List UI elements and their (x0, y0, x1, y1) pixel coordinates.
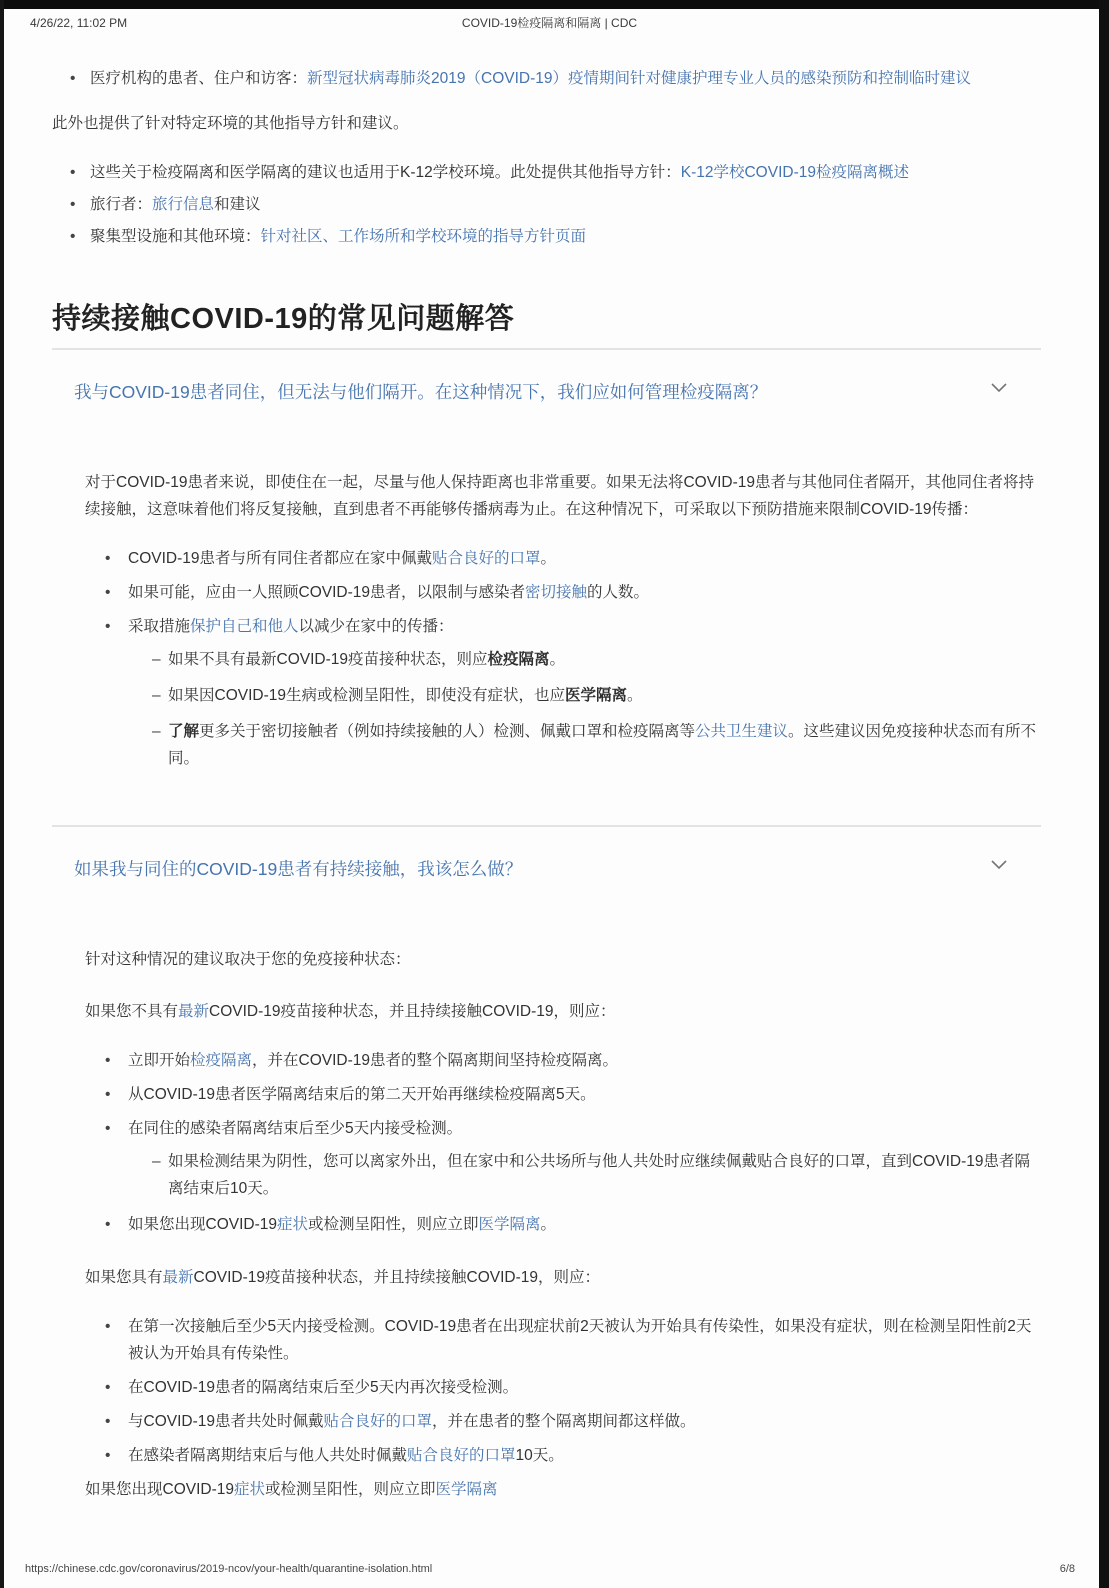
list-item (168, 1148, 1041, 1202)
text-segment: 在第一次接触后至少5天内接受检测。COVID-19患者在出现症状前2天被认为开始具有传染性，如果没有症状，则在检测呈阳性前2天被认为开始具有传染性。 (128, 1318, 1032, 1362)
other-settings-paragraph: 此外也提供了针对特定环境的其他指导方针和建议。 (52, 115, 409, 132)
text-segment: 如果不具有最新COVID-19疫苗接种状态，则应 (168, 651, 488, 668)
page-content (0, 65, 1109, 1547)
text-segment: 医疗机构的患者、住户和访客： (90, 70, 308, 87)
list-item (90, 65, 1041, 92)
faq2-list-uptodate (85, 1313, 1041, 1469)
text-segment: 立即开始 (128, 1052, 191, 1069)
text-segment: 在同住的感染者隔离结束后至少5天内接受检测。 (128, 1120, 463, 1137)
faq-item-1 (52, 348, 1041, 825)
text-segment: 聚集型设施和其他环境： (90, 228, 261, 245)
list-item (128, 1211, 1041, 1238)
list-item (90, 159, 1041, 186)
list-item (128, 1313, 1041, 1367)
inline-link[interactable]: 症状 (234, 1481, 266, 1498)
text-segment: 。 (540, 550, 557, 567)
list-item (128, 1408, 1041, 1435)
text-segment: 这些关于检疫隔离和医学隔离的建议也适用于K-12学校环境。此处提供其他指导方针： (90, 164, 681, 181)
print-url: https://chinese.cdc.gov/coronavirus/2019-ncov/your-health/quarantine-isolation.html (25, 1563, 433, 1575)
text-segment: 如果您出现COVID-19 (128, 1216, 277, 1233)
text-segment: 从COVID-19患者医学隔离结束后的第二天开始再继续检疫隔离5天。 (128, 1086, 596, 1103)
print-page-number: 6/8 (1059, 1563, 1075, 1575)
inline-link[interactable]: 新型冠状病毒肺炎2019（COVID-19）疫情期间针对健康护理专业人员的感染预防和控制临时建议 (307, 70, 971, 87)
text-segment: 10天。 (515, 1447, 564, 1464)
text-segment: 如果可能，应由一人照顾COVID-19患者，以限制与感染者 (128, 584, 525, 601)
chevron-down-icon (987, 852, 1011, 885)
list-item (168, 718, 1041, 772)
faq1-question: 我与COVID-19患者同住，但无法与他们隔开。在这种情况下，我们应如何管理检疫隔离？ (74, 381, 768, 402)
faq1-sub-list (128, 646, 1041, 772)
faq2-answer (52, 910, 1041, 1547)
print-timestamp: 4/26/22, 11:02 PM (30, 15, 128, 30)
inline-link[interactable]: 贴合良好的口罩 (432, 550, 541, 567)
faq1-answer (52, 433, 1041, 825)
list-item (168, 646, 1041, 673)
faq2-status-paragraph: 针对这种情况的建议取决于您的免疫接种状态： (85, 951, 411, 968)
text-segment: 更多关于密切接触者（例如持续接触的人）检测、佩戴口罩和检疫隔离等 (199, 723, 696, 740)
text-segment: 。 (627, 687, 643, 704)
text-segment: 的人数。 (587, 584, 650, 601)
text-segment: 如果您出现COVID-19 (85, 1481, 234, 1498)
text-segment: 和建议 (214, 196, 261, 213)
healthcare-settings-list (52, 65, 1041, 92)
faq-item-2 (52, 825, 1041, 1547)
list-item (128, 545, 1041, 572)
list-item (90, 191, 1041, 218)
bold-text: 了解 (168, 723, 200, 740)
inline-link[interactable]: 症状 (277, 1216, 309, 1233)
text-segment: 如果您不具有 (85, 1003, 179, 1020)
scan-edge-top (0, 0, 1109, 9)
inline-link[interactable]: 医学隔离 (435, 1481, 498, 1498)
inline-link[interactable]: 医学隔离 (478, 1216, 541, 1233)
scan-edge-right (1099, 0, 1109, 1588)
print-footer (0, 1556, 1109, 1588)
inline-link[interactable]: K-12学校COVID-19检疫隔离概述 (680, 164, 909, 181)
faq2-not-uptodate-paragraph (85, 998, 1041, 1025)
list-item (168, 682, 1041, 709)
text-segment: 如果您具有 (85, 1269, 163, 1286)
text-segment: COVID-19疫苗接种状态，并且持续接触COVID-19，则应： (193, 1269, 601, 1286)
other-settings-list (52, 159, 1041, 250)
bold-text: 医学隔离 (565, 687, 628, 704)
text-segment: 旅行者： (90, 196, 153, 213)
list-item (128, 579, 1041, 606)
list-item (128, 1047, 1041, 1074)
text-segment: 如果因COVID-19生病或检测呈阳性，即使没有症状，也应 (168, 687, 565, 704)
print-doc-title: COVID-19检疫隔离和隔离 | CDC (461, 16, 638, 30)
text-segment: COVID-19患者与所有同住者都应在家中佩戴 (128, 550, 432, 567)
inline-link[interactable]: 最新 (178, 1003, 210, 1020)
faq1-intro-paragraph: 对于COVID-19患者来说，即使住在一起，尽量与他人保持距离也非常重要。如果无法将COVID-19患者与其他同住者隔开，其他同住者将持续接触，这意味着他们将反复接触，直到患者不再能够传播病毒为止。在这种情况下，可采取以下预防措施来限制COVID-19传播： (85, 474, 1034, 518)
bold-text: 检疫隔离 (487, 651, 550, 668)
text-segment: 采取措施 (128, 618, 191, 635)
list-item (128, 1442, 1041, 1469)
text-segment: ，并在COVID-19患者的整个隔离期间坚持检疫隔离。 (252, 1052, 619, 1069)
faq2-accordion-header[interactable] (52, 827, 1041, 910)
inline-link[interactable]: 密切接触 (525, 584, 588, 601)
text-segment: ，并在患者的整个隔离期间都这样做。 (432, 1413, 696, 1430)
inline-link[interactable]: 旅行信息 (152, 196, 215, 213)
faq-accordion (52, 348, 1041, 1547)
inline-link[interactable]: 检疫隔离 (190, 1052, 253, 1069)
inline-link[interactable]: 保护自己和他人 (190, 618, 299, 635)
text-segment: COVID-19疫苗接种状态，并且持续接触COVID-19，则应： (209, 1003, 616, 1020)
text-segment: 或检测呈阳性，则应立即 (308, 1216, 479, 1233)
faq1-list (85, 545, 1041, 772)
inline-link[interactable]: 贴合良好的口罩 (323, 1413, 433, 1430)
text-segment: 如果检测结果为阴性，您可以离家外出，但在家中和公共场所与他人共处时应继续佩戴贴合良好的口罩，直到COVID-19患者隔离结束后10天。 (168, 1153, 1030, 1197)
faq2-sub-list (128, 1148, 1041, 1202)
text-segment: 。这些建议因免疫接种状态而有所不同。 (168, 723, 1037, 767)
section-heading: 持续接触COVID-19的常见问题解答 (52, 303, 515, 335)
text-segment: 或检测呈阳性，则应立即 (265, 1481, 436, 1498)
list-item (128, 1115, 1041, 1202)
text-segment: 。 (540, 1216, 557, 1233)
text-segment: 。 (549, 651, 566, 668)
text-segment: 在感染者隔离期结束后与他人共处时佩戴 (128, 1447, 408, 1464)
scan-edge-left (0, 0, 4, 1588)
faq2-question: 如果我与同住的COVID-19患者有持续接触，我该怎么做？ (74, 858, 523, 879)
faq2-list-not-uptodate (85, 1047, 1041, 1238)
inline-link[interactable]: 公共卫生建议 (695, 723, 789, 740)
faq2-uptodate-paragraph (85, 1264, 1041, 1291)
list-item (90, 223, 1041, 250)
chevron-down-icon (987, 375, 1011, 408)
inline-link[interactable]: 最新 (162, 1269, 194, 1286)
text-segment: 以减少在家中的传播： (298, 618, 454, 635)
inline-link[interactable]: 针对社区、工作场所和学校环境的指导方针页面 (260, 228, 587, 245)
text-segment: 与COVID-19患者共处时佩戴 (128, 1413, 324, 1430)
faq1-accordion-header[interactable] (52, 350, 1041, 433)
text-segment: 在COVID-19患者的隔离结束后至少5天内再次接受检测。 (128, 1379, 519, 1396)
list-item (128, 613, 1041, 772)
inline-link[interactable]: 贴合良好的口罩 (407, 1447, 516, 1464)
list-item (128, 1374, 1041, 1401)
faq2-clipped-paragraph (85, 1476, 1041, 1503)
list-item (128, 1081, 1041, 1108)
